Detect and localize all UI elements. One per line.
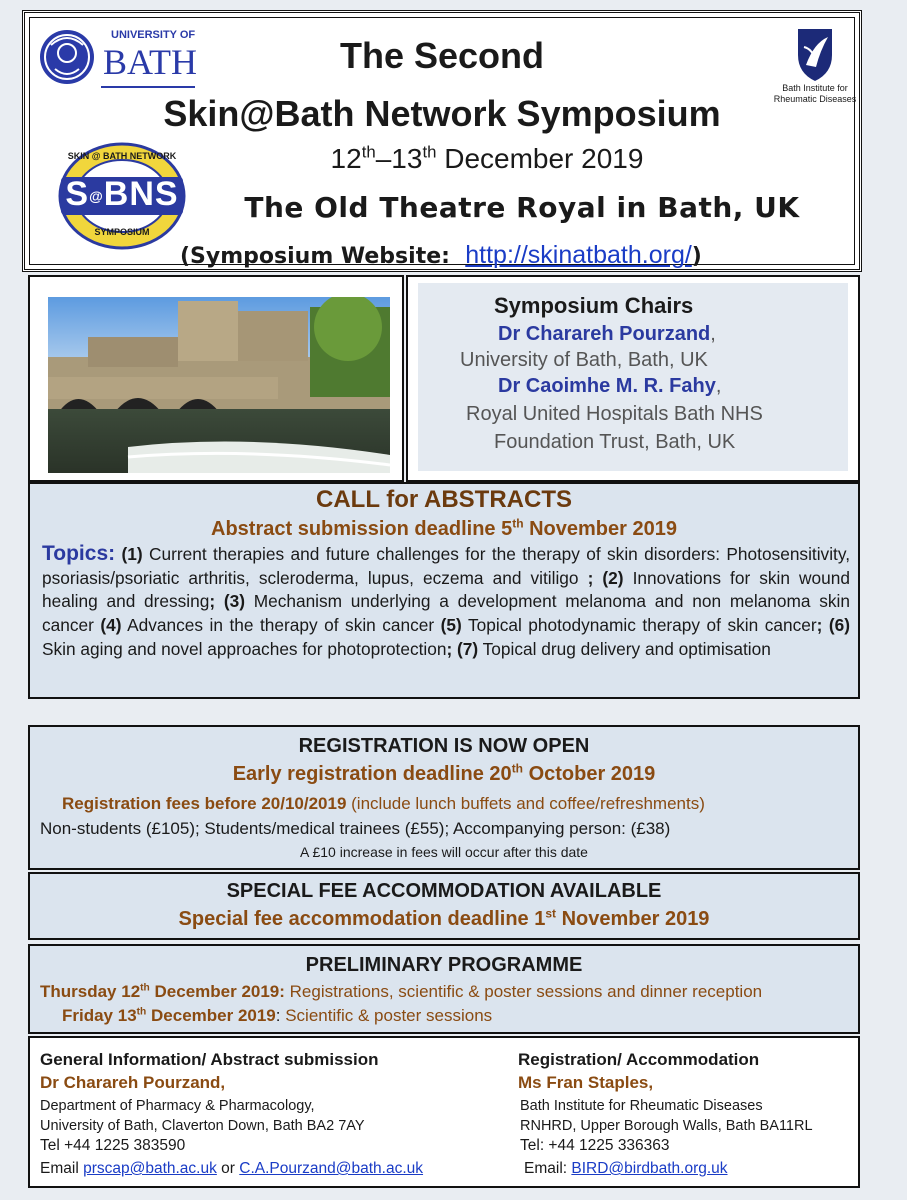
general-info-email-line bbox=[40, 1160, 423, 1178]
abstract-deadline-pre: Abstract submission deadline 5 bbox=[211, 518, 513, 540]
thursday-post: December 2019: bbox=[149, 982, 285, 1001]
programme-panel bbox=[28, 944, 860, 1034]
date-sup1: th bbox=[361, 142, 376, 162]
accommodation-title: SPECIAL FEE ACCOMMODATION AVAILABLE bbox=[226, 880, 662, 902]
chair1-name: Dr Charareh Pourzand bbox=[498, 323, 711, 345]
registration-deadline-pre: Early registration deadline 20 bbox=[232, 763, 512, 785]
bridge-photo-icon bbox=[48, 297, 390, 473]
thursday-sup: th bbox=[140, 982, 150, 994]
general-info-tel: Tel +44 1225 383590 bbox=[40, 1137, 186, 1154]
registration-contact-heading: Registration/ Accommodation bbox=[518, 1050, 760, 1069]
photo-panel bbox=[28, 275, 404, 482]
registration-contact-email-label: Email: bbox=[524, 1160, 572, 1177]
registration-title: REGISTRATION IS NOW OPEN bbox=[298, 735, 590, 757]
topic4-number: (4) bbox=[100, 615, 122, 636]
registration-deadline bbox=[30, 763, 858, 786]
friday-sup: th bbox=[136, 1006, 147, 1018]
general-info-line1: Department of Pharmacy & Pharmacology, bbox=[40, 1098, 315, 1114]
bird-email-link[interactable]: BIRD@birdbath.org.uk bbox=[571, 1160, 728, 1177]
topic1-number: (1) bbox=[121, 544, 143, 564]
accommodation-deadline-sup: st bbox=[545, 906, 557, 921]
topic3-number: ; (3) bbox=[209, 591, 245, 612]
general-info-heading: General Information/ Abstract submission bbox=[40, 1050, 379, 1069]
thursday-date bbox=[40, 982, 285, 1001]
registration-contact-line2: RNHRD, Upper Borough Walls, Bath BA11RL bbox=[520, 1118, 813, 1134]
registration-contact-tel: Tel: +44 1225 336363 bbox=[520, 1137, 670, 1154]
topics-paragraph bbox=[42, 542, 850, 662]
date-rest: December 2019 bbox=[436, 143, 644, 174]
friday-colon: : bbox=[275, 1006, 281, 1025]
chair2-affiliation-line2: Foundation Trust, Bath, UK bbox=[494, 431, 736, 453]
sbns-bottom-text: SYMPOSIUM bbox=[94, 227, 150, 237]
sbns-top-text: SKIN @ BATH NETWORK bbox=[67, 151, 177, 161]
title-line1: The Second bbox=[339, 35, 545, 76]
symposium-dates bbox=[25, 143, 859, 175]
symposium-chairs-panel bbox=[406, 275, 860, 482]
topic6-number: ; (6) bbox=[816, 615, 850, 636]
prscap-email-link[interactable]: prscap@bath.ac.uk bbox=[83, 1160, 217, 1177]
website-line bbox=[180, 241, 702, 270]
topics-label: Topics: bbox=[42, 542, 116, 565]
chairs-inner-panel bbox=[418, 283, 848, 471]
website-close: ) bbox=[691, 244, 702, 269]
uob-logo-line1: UNIVERSITY OF bbox=[111, 29, 196, 41]
topic3-text: Mechanism underlying a development melanoma and non melanoma skin cancer bbox=[42, 591, 850, 636]
general-info-line2: University of Bath, Claverton Down, Bath BA2 7AY bbox=[40, 1118, 365, 1134]
contacts-panel bbox=[28, 1036, 860, 1188]
programme-thursday bbox=[40, 982, 762, 1002]
date-day2: 13 bbox=[391, 143, 423, 174]
topic5-text: Topical photodynamic therapy of skin cancer bbox=[461, 615, 817, 636]
friday-pre: Friday 13 bbox=[62, 1006, 137, 1025]
registration-fees-note: (include lunch buffets and coffee/refreshments) bbox=[346, 794, 705, 813]
registration-contact-name: Ms Fran Staples, bbox=[518, 1073, 654, 1092]
abstract-deadline-sup: th bbox=[512, 516, 524, 531]
friday-post: December 2019 bbox=[146, 1006, 276, 1025]
programme-title: PRELIMINARY PROGRAMME bbox=[305, 954, 583, 976]
topic5-number: (5) bbox=[440, 615, 462, 636]
abstract-deadline bbox=[30, 518, 858, 541]
bird-logo-line1: Bath Institute for bbox=[782, 83, 848, 93]
pourzand-email-link[interactable]: C.A.Pourzand@bath.ac.uk bbox=[239, 1160, 424, 1177]
chair2-affiliation-line1: Royal United Hospitals Bath NHS bbox=[466, 403, 763, 425]
sbns-at: @ bbox=[89, 188, 104, 205]
topic7-number: ; (7) bbox=[446, 638, 479, 659]
accommodation-deadline-post: November 2019 bbox=[556, 908, 710, 930]
general-info-name: Dr Charareh Pourzand, bbox=[40, 1073, 226, 1092]
friday-date bbox=[62, 1006, 276, 1025]
accommodation-deadline-pre: Special fee accommodation deadline 1 bbox=[178, 908, 546, 930]
registration-deadline-post: October 2019 bbox=[523, 763, 656, 785]
topic4-text: Advances in the therapy of skin cancer bbox=[121, 615, 441, 636]
call-for-abstracts-panel bbox=[28, 482, 860, 699]
chairs-heading: Symposium Chairs bbox=[494, 293, 694, 318]
chair1-name-line bbox=[498, 323, 716, 346]
date-dash: – bbox=[375, 143, 392, 174]
registration-prices: Non-students (£105); Students/medical trainees (£55); Accompanying person: (£38) bbox=[40, 819, 671, 838]
topic7-text: Topical drug delivery and optimisation bbox=[478, 638, 771, 659]
topic2-text: Innovations for skin wound healing and dressing bbox=[42, 567, 850, 612]
header-panel bbox=[22, 10, 862, 272]
bird-logo-line2: Rheumatic Diseases bbox=[773, 94, 857, 104]
call-for-abstracts-title: CALL for ABSTRACTS bbox=[316, 486, 572, 513]
friday-description: Scientific & poster sessions bbox=[280, 1006, 493, 1025]
registration-increase-note: A £10 increase in fees will occur after this date bbox=[300, 844, 588, 860]
registration-fees-label: Registration fees before 20/10/2019 bbox=[62, 794, 347, 813]
programme-friday bbox=[62, 1006, 492, 1026]
venue: The Old Theatre Royal in Bath, UK bbox=[244, 191, 800, 224]
registration-contact-email-line bbox=[524, 1160, 728, 1178]
topic1-separator: ; bbox=[587, 567, 594, 588]
uob-logo-line2: BATH bbox=[103, 42, 198, 82]
sbns-s: S bbox=[65, 175, 90, 213]
email-or: or bbox=[216, 1160, 240, 1177]
chair2-name: Dr Caoimhe M. R. Fahy bbox=[498, 375, 716, 397]
date-sup2: th bbox=[422, 142, 437, 162]
chair1-affiliation: University of Bath, Bath, UK bbox=[460, 349, 708, 371]
topic2-number: (2) bbox=[602, 567, 624, 588]
registration-contact-line1: Bath Institute for Rheumatic Diseases bbox=[520, 1098, 763, 1114]
accommodation-deadline bbox=[30, 908, 858, 931]
thursday-description: Registrations, scientific & poster sessions and dinner reception bbox=[284, 982, 763, 1001]
registration-panel bbox=[28, 725, 860, 870]
topic6-text: Skin aging and novel approaches for photoprotection bbox=[42, 638, 447, 659]
chair2-name-line bbox=[498, 375, 721, 398]
general-info-email-label: Email bbox=[40, 1160, 84, 1177]
topic1-text: Current therapies and future challenges for the therapy of skin disorders: Photosensitivity, psoriasis/psoriatic arthritis, scleroderma, lupus, eczema and vitiligo bbox=[42, 544, 850, 588]
date-day1: 12 bbox=[330, 143, 362, 174]
pulteney-bridge-photo bbox=[48, 297, 390, 473]
abstract-deadline-post: November 2019 bbox=[523, 518, 677, 540]
chair2-comma: , bbox=[715, 375, 722, 397]
accommodation-panel bbox=[28, 872, 860, 940]
thursday-pre: Thursday 12 bbox=[40, 982, 141, 1001]
registration-deadline-sup: th bbox=[511, 761, 524, 776]
sbns-rest: BNS bbox=[103, 175, 179, 213]
website-link[interactable]: http://skinatbath.org/ bbox=[465, 241, 692, 269]
registration-fees-line bbox=[62, 794, 705, 814]
title-line2: Skin@Bath Network Symposium bbox=[163, 93, 721, 134]
website-label: (Symposium Website: bbox=[180, 244, 450, 269]
chair1-comma: , bbox=[710, 323, 716, 345]
